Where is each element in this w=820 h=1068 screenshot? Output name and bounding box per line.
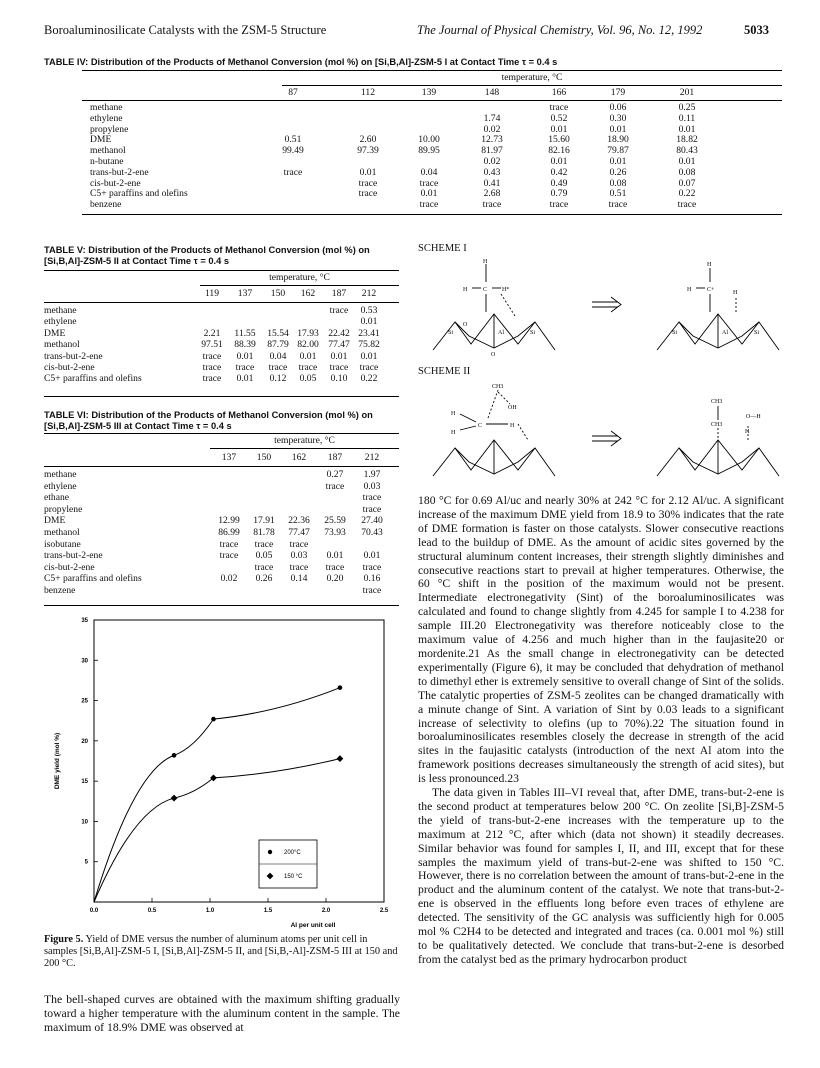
table5-cell: 0.01 — [299, 350, 317, 362]
table4-cell: 0.25 — [678, 102, 696, 113]
table4-col: 179 — [610, 87, 626, 98]
table5-cell: 0.10 — [330, 373, 348, 385]
table5-cell: 0.53 — [360, 305, 378, 316]
y-tick-label: 30 — [81, 658, 88, 665]
table6-row-label: methanol — [44, 527, 80, 538]
table4-column-rule — [82, 100, 782, 101]
scheme2-h-3: H — [451, 430, 456, 436]
table4-cell: trace — [283, 166, 303, 178]
page-number: 5033 — [744, 23, 769, 37]
table4-row — [0, 200, 820, 211]
table6-cell: 81.78 — [253, 527, 275, 538]
table5-cell: 87.79 — [267, 339, 289, 351]
table4-cell: 0.43 — [483, 166, 501, 178]
x-tick-label: 0.5 — [147, 908, 157, 914]
table6-cell: 0.26 — [255, 573, 273, 585]
table4-cell: 2.68 — [483, 188, 501, 200]
legend-label-200: 200°C — [284, 850, 301, 856]
figure5-caption-label: Figure 5. — [44, 934, 84, 945]
table6-cell: 0.27 — [326, 469, 344, 480]
table4-row-label: propylene — [90, 123, 129, 135]
table6-bottom-rule — [44, 605, 399, 606]
table4-cell: 82.16 — [548, 145, 570, 157]
table4-cell: 0.51 — [609, 188, 627, 200]
table6-cell: trace — [254, 561, 274, 573]
scheme2-ch3-2a: CH3 — [711, 399, 723, 405]
scheme1-h-top-2: H — [707, 262, 712, 268]
legend-label-150: 150 °C — [284, 874, 303, 880]
table5-cell: 15.54 — [267, 327, 289, 339]
table6-column-rule — [44, 466, 399, 467]
table6-row-label: trans-but-2-ene — [44, 550, 103, 562]
table5-col: 137 — [237, 288, 253, 299]
scheme1-o-1: O — [463, 322, 468, 328]
table4-cell: 0.51 — [284, 134, 302, 146]
chart-legend — [259, 840, 317, 888]
table4-cell: 0.04 — [420, 166, 438, 178]
scheme1-arrow-icon — [592, 297, 621, 312]
table4-cell: 18.90 — [607, 134, 629, 146]
table6-cell: trace — [325, 480, 345, 492]
table6-cell: 77.47 — [288, 527, 310, 538]
y-tick-label: 10 — [81, 819, 88, 826]
table5-caption: TABLE V: Distribution of the Products of Methanol Conversion (mol %) on [Si,B,Al]-ZSM-5 II at Contact Time τ = 0.4 s — [44, 245, 370, 266]
right-paragraph-1: 180 °C for 0.69 Al/uc and nearly 30% at 242 °C for 2.12 Al/uc. A significant increase of the maximum DME yield from 18.9 to 30% indicates that the rate of DME formation is faster on those catalysts. Slower consecutive reactions lead to the buildup of DME. As the amount of acidic sites governed by the structural aluminum content increases, their strength slightly diminishes and consecutive reactions start to prevail at higher temperatures. Otherwise, the 60 °C shift in the position of the maximum would not be present. Intermediate electronegativity (Sint) of the boroaluminosilicates was calculated and found to change slightly from 4.245 for sample I to 4.238 for sample III.20 Electronegativity was therefore noticeably close to the maximum value of 4.256 and much higher than in the faujasite20 or mordenite.21 As the small change in electronegativity can be detected experimentally (Figure 6), it may be concluded that dehydration of methanol to dimethyl ether is extremely sensitive to overall change of Sint of the solids. The catalytic properties of ZSM-5 zeolites can be changed dramatically with a minute change of Sint. A variation of Sint by 0.03 leads to a significant increase of selectivity to olefins (up to 70%).22 The situation found in boroaluminosilicates resembles closely the decrease in strength of the acid sites in the faujasitic catalysts (introduction of the next Al atom into the framework positions decreases simultaneously the strength of acid sites), but is less pronounced.23 — [418, 494, 784, 786]
table6-cell: trace — [254, 538, 274, 550]
table4-cell: trace — [419, 177, 439, 189]
table6-cell: trace — [289, 561, 309, 573]
table5-row-label: C5+ paraffins and olefins — [44, 373, 142, 385]
table5-cell: 88.39 — [234, 339, 256, 351]
table4-cell: 0.22 — [678, 188, 696, 200]
table4-cell: 0.08 — [609, 177, 627, 189]
table6-cell: 0.02 — [220, 573, 238, 585]
table6-cell: 1.97 — [363, 469, 381, 480]
y-tick-label: 35 — [81, 618, 88, 624]
table5-cell: trace — [329, 362, 349, 373]
scheme1-si-right-2: Si — [754, 330, 760, 336]
table4-cell: trace — [419, 199, 439, 211]
legend-marker-200 — [268, 850, 272, 854]
table4-cell: 0.42 — [550, 166, 568, 178]
table4-cell: 0.06 — [609, 102, 627, 113]
table6-caption: TABLE VI: Distribution of the Products of Methanol Conversion (mol %) on [Si,B,Al]-ZSM-5 III at Contact Time τ = 0.4 s — [44, 410, 373, 431]
table4-cell: 0.01 — [678, 123, 696, 135]
scheme1-si-right: Si — [530, 330, 536, 336]
table6-header-rule — [210, 448, 399, 449]
scheme1-si-left-2: Si — [672, 330, 678, 336]
scheme2-o-h: O—H — [746, 414, 761, 420]
figure5-chart — [44, 612, 400, 930]
table4-row-label: methanol — [90, 145, 126, 157]
table4-cell: 10.00 — [418, 134, 440, 146]
table4-cell: 1.74 — [483, 112, 501, 124]
table4-cell: 18.82 — [676, 134, 698, 146]
table6-col: 162 — [291, 452, 307, 463]
table4-cell: 0.01 — [420, 188, 438, 200]
table4-row-label: benzene — [90, 199, 122, 211]
table5-cell: trace — [202, 350, 222, 362]
table4-cell: 0.01 — [609, 123, 627, 135]
table5-cell: 17.93 — [297, 327, 319, 339]
table5-cell: trace — [298, 362, 318, 373]
data-point-200c — [172, 753, 177, 758]
table4-cell: 0.08 — [678, 166, 696, 178]
table4-cell: trace — [358, 188, 378, 200]
table6-row-label: ethane — [44, 492, 70, 504]
table4-row — [0, 189, 820, 200]
table5-temp-header: temperature, °C — [269, 272, 330, 283]
table6-row-label: propylene — [44, 503, 83, 515]
scheme1-c: C — [483, 287, 488, 293]
scheme2-arrow-icon — [592, 431, 621, 446]
table6-cell: 0.01 — [326, 550, 344, 562]
table5-cell: 0.04 — [269, 350, 287, 362]
table5-row-label: cis-but-2-ene — [44, 362, 95, 373]
table6-cell: 0.03 — [290, 550, 308, 562]
table6-cell: trace — [219, 538, 239, 550]
table6-cell: trace — [362, 492, 382, 504]
table4-cell: 2.60 — [359, 134, 377, 146]
table4-cell: trace — [608, 199, 628, 211]
table5-cell: 0.12 — [269, 373, 287, 385]
table6-cell: 0.20 — [326, 573, 344, 585]
data-point-150c — [337, 755, 344, 762]
table5-col: 150 — [270, 288, 286, 299]
table6-cell: trace — [219, 550, 239, 562]
table5-cell: 0.01 — [360, 350, 378, 362]
table4-col: 87 — [288, 87, 298, 98]
table4-column-headers — [0, 88, 820, 99]
table4-cell: 0.01 — [550, 156, 568, 167]
scheme1-h-left: H — [463, 287, 468, 293]
table4-col: 201 — [679, 87, 695, 98]
y-tick-label: 20 — [81, 738, 88, 745]
table6-row-label: ethylene — [44, 480, 77, 492]
table4-cell: trace — [549, 102, 569, 113]
table4-row-label: C5+ paraffins and olefins — [90, 188, 188, 200]
table6-row-label: benzene — [44, 585, 76, 596]
right-column-text — [418, 494, 784, 967]
right-paragraph-2: The data given in Tables III–VI reveal that, after DME, trans-but-2-ene is the second product at temperatures below 200 °C. On zeolite [Si,B]-ZSM-5 the yield of trans-but-2-ene increases with the temperature up to the maximum at 212 °C, after which (data not shown) it steadily decreases. Similar behavior was found for samples I, II, and III, except that for these samples the maximum yield of trans-but-2-ene was shifted to 150 °C. However, there is no correlation between the amount of trans-but-2-ene in the product and the aluminum content of the catalyst. We note that trans-but-2-ene is observed in the effluents long before even traces of ethylene are detected. The sensitivity of the GC analysis was sufficiently high for 0.005 mol % C2H4 to be detected and integrated and traces (ca. 0.001 mol %) still to be qualitatively detected. We conclude that trans-but-2-ene is desorbed from the catalyst bed as the primary hydrocarbon product — [418, 786, 784, 966]
table4-cell: 99.49 — [282, 145, 304, 157]
y-tick-label: 5 — [84, 859, 88, 866]
data-point-200c — [338, 685, 343, 690]
table6-cell: 70.43 — [361, 527, 383, 538]
table5-row-label: trans-but-2-ene — [44, 350, 103, 362]
scheme1-h-top: H — [483, 259, 488, 265]
table5-col: 212 — [361, 288, 377, 299]
x-tick-label: 0.0 — [89, 908, 99, 914]
table4-cell: 0.30 — [609, 112, 627, 124]
table4-cell: 0.02 — [483, 123, 501, 135]
table4-cell: 15.60 — [548, 134, 570, 146]
table4-col: 112 — [360, 87, 376, 98]
table4-cell: 79.87 — [607, 145, 629, 157]
x-tick-label: 2.5 — [379, 908, 389, 914]
scheme1-h-left-2: H — [687, 287, 692, 293]
scheme1-hstar: H* — [502, 287, 510, 293]
table6-col: 212 — [364, 452, 380, 463]
table4-cell: 0.11 — [678, 112, 696, 124]
table6-cell: trace — [289, 538, 309, 550]
scheme2-diagram — [418, 378, 788, 484]
table6-cell: 12.99 — [218, 515, 240, 527]
table5-cell: trace — [202, 362, 222, 373]
table4-temp-header: temperature, °C — [501, 72, 563, 83]
x-tick-label: 1.0 — [205, 908, 215, 914]
table6-cell: 25.59 — [324, 515, 346, 527]
table4-cell: 89.95 — [418, 145, 440, 157]
table4-col: 148 — [484, 87, 500, 98]
scheme2-oh: OH — [508, 405, 517, 411]
scheme2-h-4: H — [745, 429, 750, 435]
table6-row-label: methane — [44, 469, 77, 480]
scheme1-cplus: C+ — [707, 287, 715, 293]
table6-top-rule — [44, 433, 399, 434]
table5-cell: trace — [235, 362, 255, 373]
data-point-150c — [171, 795, 178, 802]
table4-row-label: trans-but-2-ene — [90, 166, 149, 178]
table4-row-label: ethylene — [90, 112, 123, 124]
table6-cell: 22.36 — [288, 515, 310, 527]
figure5-caption — [44, 934, 400, 971]
table4-cell: 0.49 — [550, 177, 568, 189]
scheme1-h-right-2: H — [733, 290, 738, 296]
table6-cell: trace — [362, 561, 382, 573]
scheme1-diagram — [418, 254, 788, 364]
table5-row-label: ethylene — [44, 316, 77, 328]
table6-cell: trace — [362, 503, 382, 515]
table6-col: 137 — [221, 452, 237, 463]
table5-bottom-rule — [44, 396, 399, 397]
y-tick-label: 15 — [81, 779, 88, 786]
table4-row-label: cis-but-2-ene — [90, 177, 141, 189]
table4-cell: 0.41 — [483, 177, 501, 189]
table6-cell: 27.40 — [361, 515, 383, 527]
table5-cell: trace — [329, 305, 349, 316]
table6-cell: trace — [325, 561, 345, 573]
table5-cell: 0.01 — [330, 350, 348, 362]
table6-column-headers — [0, 453, 420, 464]
table5-cell: 2.21 — [203, 327, 221, 339]
table4-row-label: methane — [90, 102, 123, 113]
table4-row — [0, 114, 820, 125]
table6-row-label: C5+ paraffins and olefins — [44, 573, 142, 585]
table4-col: 166 — [551, 87, 567, 98]
table6-row-label: DME — [44, 515, 66, 527]
table6-col: 187 — [327, 452, 343, 463]
table5-col: 119 — [204, 288, 220, 299]
table4-cell: 97.39 — [357, 145, 379, 157]
table5-column-rule — [44, 302, 399, 303]
table6-cell: 0.16 — [363, 573, 381, 585]
table4-cell: 81.97 — [481, 145, 503, 157]
table6-cell: 17.91 — [253, 515, 275, 527]
table4-cell: 0.52 — [550, 112, 568, 124]
table4-cell: 0.01 — [359, 166, 377, 178]
running-header-journal: The Journal of Physical Chemistry, Vol. 96, No. 12, 1992 — [417, 23, 703, 37]
y-axis-label: DME yield (mol %) — [54, 732, 61, 790]
x-tick-label: 2.0 — [321, 908, 331, 914]
scheme1-si-left: Si — [448, 330, 454, 336]
table4-top-rule — [82, 70, 782, 71]
table5-row-label: methane — [44, 305, 77, 316]
table5-col: 187 — [331, 288, 347, 299]
scheme2-ch3-2b: CH3 — [711, 422, 723, 428]
table4-caption: TABLE IV: Distribution of the Products of Methanol Conversion (mol %) on [Si,B,Al]-ZSM-5 I at Contact Time τ = 0.4 s — [44, 57, 558, 67]
left-paragraph: The bell-shaped curves are obtained with the maximum shifting gradually toward a higher temperature with the aluminum content in the sample. The maximum of 18.9% DME was observed at — [44, 993, 400, 1034]
table5-cell: 97.51 — [201, 339, 223, 351]
table5-top-rule — [44, 270, 399, 271]
table5-cell: 23.41 — [358, 327, 380, 339]
table5-column-headers — [0, 289, 420, 300]
table5-col: 162 — [300, 288, 316, 299]
table4-row-label: n-butane — [90, 156, 124, 167]
table5-cell: 77.47 — [328, 339, 350, 351]
table5-cell: 0.01 — [236, 373, 254, 385]
table4-row-label: DME — [90, 134, 112, 146]
figure5-caption-text: Yield of DME versus the number of aluminum atoms per unit cell in samples [Si,B,Al]-ZSM-5 I, [Si,B,Al]-ZSM-5 II, and [Si,B,-Al]-ZSM-5 III at 150 and 200 °C. — [44, 934, 398, 970]
table4-cell: 0.07 — [678, 177, 696, 189]
table5-cell: 11.55 — [234, 327, 256, 339]
table4-cell: 80.43 — [676, 145, 698, 157]
table4-bottom-rule — [82, 214, 782, 215]
x-axis-label: Al per unit cell — [290, 922, 336, 929]
table4-cell: 0.26 — [609, 166, 627, 178]
table4-cell: 0.02 — [483, 156, 501, 167]
table6-cell: 73.93 — [324, 527, 346, 538]
table5-cell: 75.82 — [358, 339, 380, 351]
table4-cell: trace — [549, 199, 569, 211]
table5-cell: 0.01 — [360, 316, 378, 328]
x-tick-label: 1.5 — [263, 908, 273, 914]
table5-cell: 0.22 — [360, 373, 378, 385]
table4-cell: 0.01 — [550, 123, 568, 135]
table6-cell: 0.14 — [290, 573, 308, 585]
table4-row — [0, 103, 820, 114]
table4-cell: 0.79 — [550, 188, 568, 200]
table6-cell: 0.05 — [255, 550, 273, 562]
scheme2-h-2: H — [510, 423, 515, 429]
table4-cell: 12.73 — [481, 134, 503, 146]
table4-cell: 0.01 — [609, 156, 627, 167]
table5-cell: trace — [268, 362, 288, 373]
table6-row-label: cis-but-2-ene — [44, 561, 95, 573]
table4-cell: trace — [677, 199, 697, 211]
scheme1-al-2: Al — [722, 330, 728, 336]
scheme2-c: C — [478, 423, 483, 429]
table4-cell: trace — [482, 199, 502, 211]
scheme2-ch3: CH3 — [492, 384, 504, 390]
table4-cell: 0.01 — [678, 156, 696, 167]
scheme1-o-2: O — [491, 352, 496, 358]
table4-row — [0, 168, 820, 179]
data-point-200c — [211, 717, 216, 722]
table6-temp-header: temperature, °C — [274, 435, 335, 446]
table6-col: 150 — [256, 452, 272, 463]
table4-cell: trace — [358, 177, 378, 189]
scheme2-title: SCHEME II — [418, 366, 471, 377]
table5-cell: trace — [202, 373, 222, 385]
table5-cell: 22.42 — [328, 327, 350, 339]
table5-cell: 0.05 — [299, 373, 317, 385]
table4-header-rule — [282, 85, 782, 86]
table5-cell: 82.00 — [297, 339, 319, 351]
scheme2-h-1: H — [451, 411, 456, 417]
table4-col: 139 — [421, 87, 437, 98]
table6-cell: 0.03 — [363, 480, 381, 492]
table5-row-label: methanol — [44, 339, 80, 351]
table5-row-label: DME — [44, 327, 66, 339]
table5-cell: trace — [359, 362, 379, 373]
running-header-left: Boroaluminosilicate Catalysts with the ZSM-5 Structure — [44, 23, 327, 37]
y-tick-label: 25 — [81, 698, 88, 705]
table6-row-label: isobutane — [44, 538, 81, 550]
table6-cell: trace — [362, 585, 382, 596]
table6-cell: 0.01 — [363, 550, 381, 562]
table6-cell: 86.99 — [218, 527, 240, 538]
table5-header-rule — [200, 285, 399, 286]
scheme1-al: Al — [498, 330, 504, 336]
table5-cell: 0.01 — [236, 350, 254, 362]
scheme1-title: SCHEME I — [418, 243, 467, 254]
